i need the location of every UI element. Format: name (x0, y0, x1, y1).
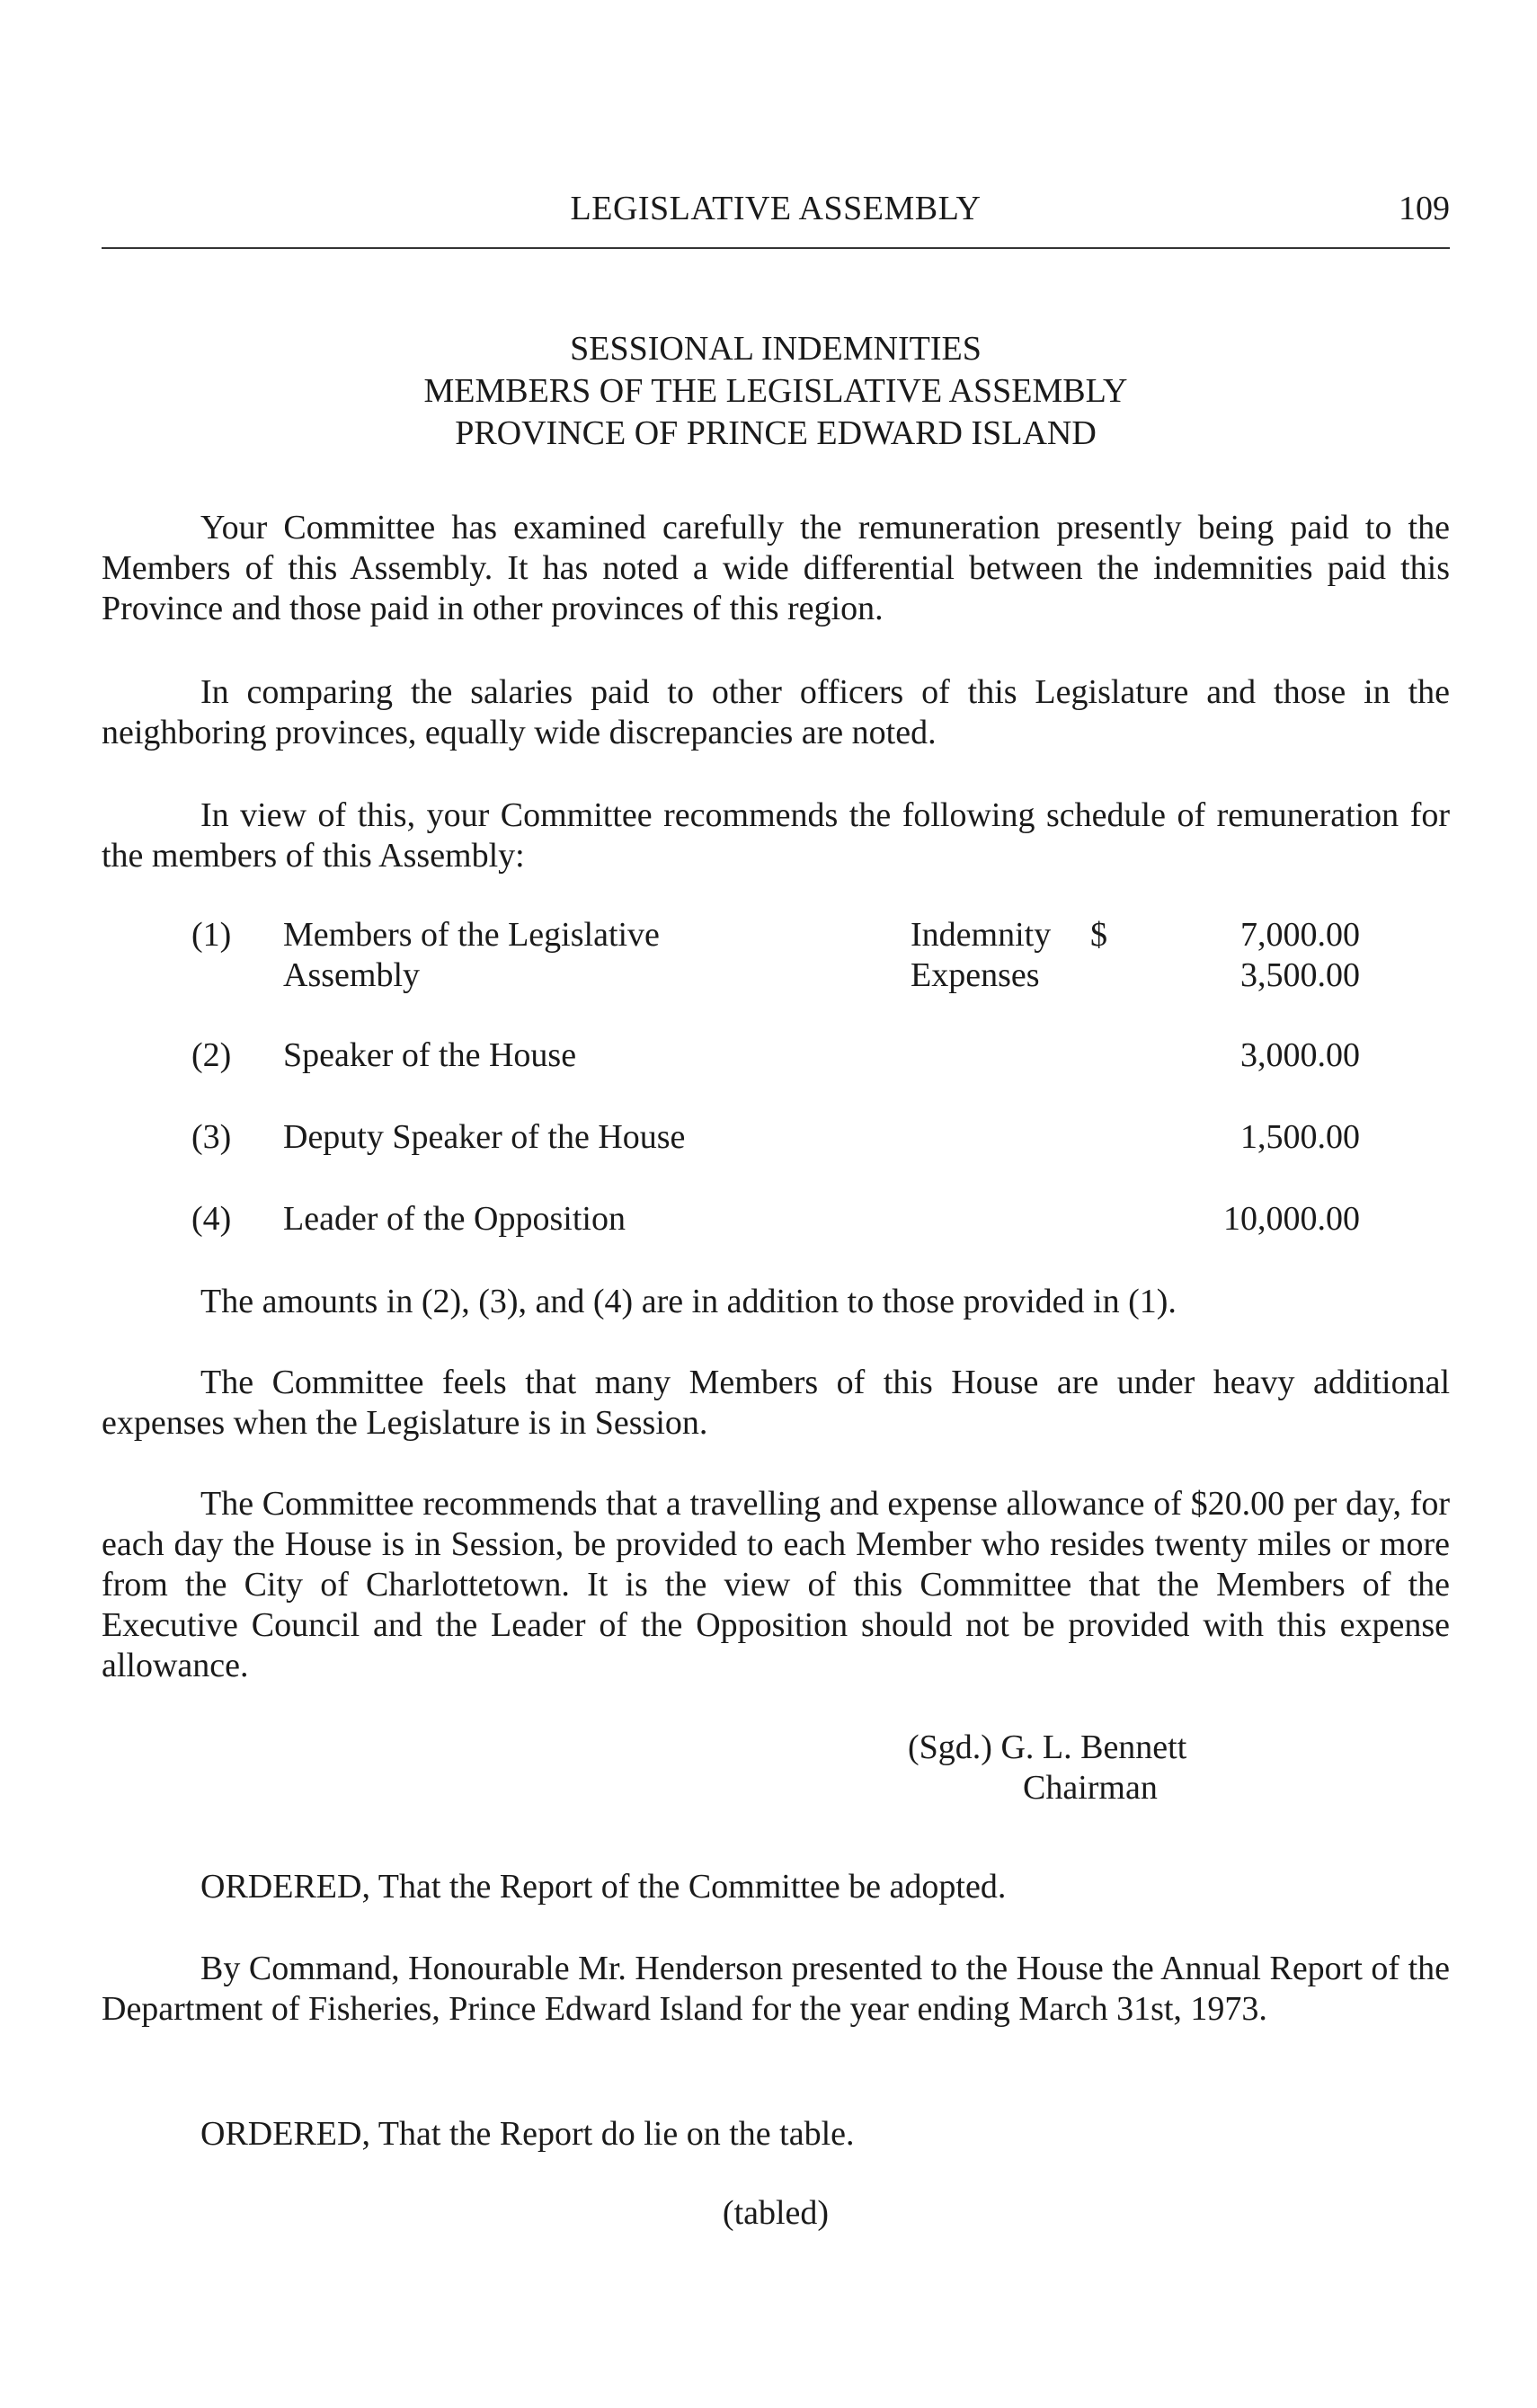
schedule-description: Leader of the Opposition (283, 1200, 626, 1238)
schedule-row (102, 1199, 1450, 1289)
signature-name: (Sgd.) G. L. Bennett (908, 1728, 1187, 1766)
paragraph-remuneration: Your Committee has examined carefully the remuneration presently being paid to the Members of this Assembly. It has noted a wide differential between the indemnities paid this Province and those paid in other provinces of this region. (102, 509, 1450, 627)
running-title: LEGISLATIVE ASSEMBLY (570, 190, 982, 227)
schedule-description: Members of the Legislative Assembly (283, 916, 660, 994)
title-line: SESSIONAL INDEMNITIES (570, 330, 982, 368)
schedule-number: (4) (191, 1200, 232, 1238)
paragraph-expenses: The Committee feels that many Members of this House are under heavy additional expenses when the Legislature is in Session. (102, 1364, 1450, 1442)
title-line: MEMBERS OF THE LEGISLATIVE ASSEMBLY (423, 372, 1128, 410)
schedule-number: (1) (191, 916, 232, 954)
schedule-number: (2) (191, 1036, 232, 1074)
schedule-description: Speaker of the House (283, 1036, 577, 1074)
signature-block (908, 1728, 1186, 1808)
schedule-amount: $ 7,000.00 3,500.00 (1090, 916, 1360, 994)
paragraph-allowance: The Committee recommends that a travelling and expense allowance of $20.00 per day, for each day the House is in Session, be provided to each Member who resides twenty miles or more from the City of Charlottetown. It is the view of this Committee that the Members of the Executive Council and the Leader of the Opposition should not be provided with this expense allowance. (102, 1485, 1450, 1684)
title-line: PROVINCE OF PRINCE EDWARD ISLAND (455, 414, 1097, 452)
paragraph-salaries: In comparing the salaries paid to other officers of this Legislature and those in the neighboring provinces, equally wide discrepancies are noted. (102, 673, 1450, 751)
schedule-description: Deputy Speaker of the House (283, 1118, 686, 1156)
report-title (102, 328, 1450, 455)
schedule-amount: 1,500.00 (1240, 1118, 1360, 1156)
header-rule (102, 247, 1450, 249)
currency-symbol: $ (1090, 916, 1107, 954)
schedule-row (102, 1035, 1450, 1125)
paragraph-recommendation: In view of this, your Committee recommends the following schedule of remuneration for the members of this Assembly: (102, 796, 1450, 875)
signature-title: Chairman (1023, 1769, 1158, 1807)
paragraph-annual-report: By Command, Honourable Mr. Henderson presented to the House the Annual Report of the Department of Fisheries, Prince Edward Island for the year ending March 31st, 1973. (102, 1950, 1450, 2028)
schedule-kind: Indemnity Expenses (911, 916, 1052, 994)
schedule-amount: 10,000.00 (1223, 1200, 1360, 1238)
paragraph-ordered-table: ORDERED, That the Report do lie on the table. (200, 2115, 855, 2153)
schedule-amount: 3,000.00 (1240, 1036, 1360, 1074)
schedule-row (102, 915, 1450, 1005)
running-header (102, 189, 1450, 234)
paragraph-amounts-note: The amounts in (2), (3), and (4) are in addition to those provided in (1). (200, 1283, 1177, 1320)
paragraph-ordered-adopted: ORDERED, That the Report of the Committee be adopted. (200, 1868, 1007, 1906)
schedule-row (102, 1117, 1450, 1207)
tabled-note: (tabled) (722, 2194, 830, 2232)
page-number: 109 (1399, 190, 1450, 227)
schedule-number: (3) (191, 1118, 232, 1156)
